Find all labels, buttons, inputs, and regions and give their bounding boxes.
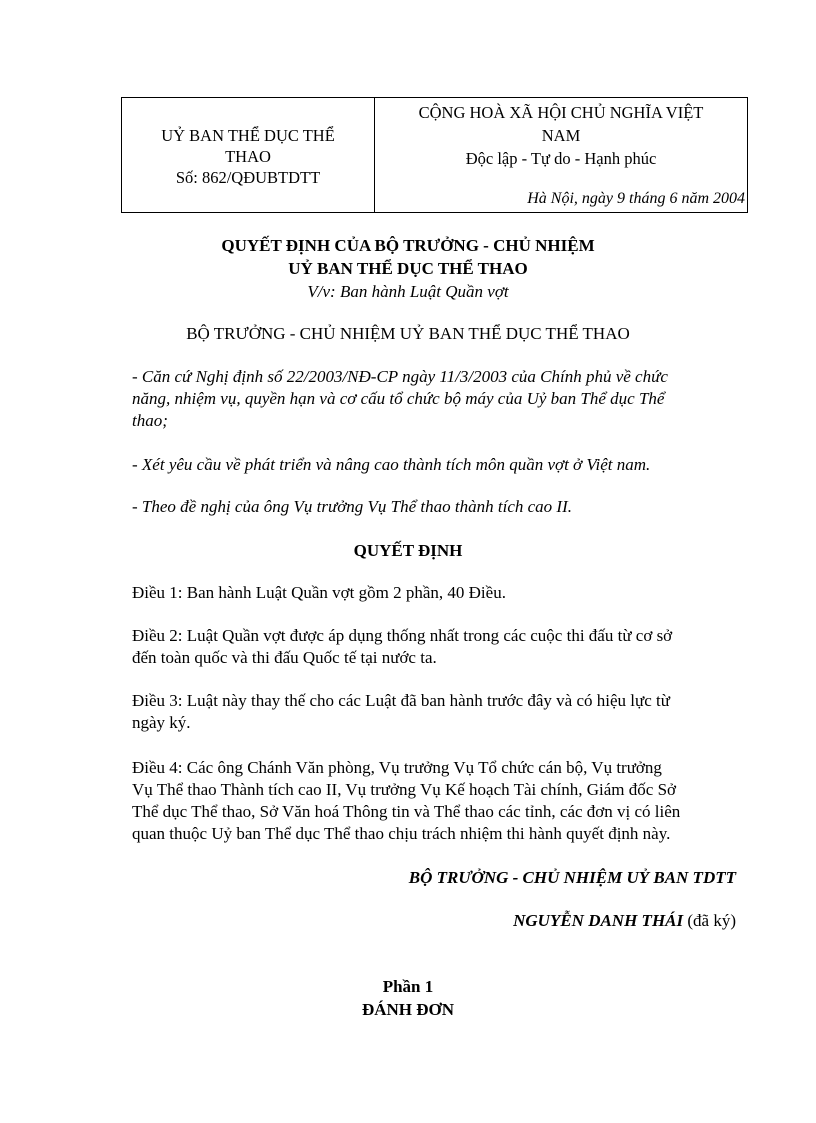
agency-name-line1: UỶ BAN THỂ DỤC THỂ xyxy=(161,126,335,145)
title-subject: V/v: Ban hành Luật Quần vợt xyxy=(307,282,509,301)
article-2-line2: đến toàn quốc và thi đấu Quốc tế tại nước ta. xyxy=(132,648,437,667)
article-4 xyxy=(132,757,732,845)
article-1 xyxy=(132,582,732,604)
header-table xyxy=(121,97,748,213)
part-label: Phần 1 xyxy=(382,977,434,996)
article-3-line2: ngày ký. xyxy=(132,713,191,732)
basis-1-line3: thao; xyxy=(132,411,168,430)
basis-1 xyxy=(132,366,732,432)
article-4-line4: quan thuộc Uỷ ban Thể dục Thể thao chịu trách nhiệm thi hành quyết định này. xyxy=(132,824,671,843)
signature-note: (đã ký) xyxy=(687,911,736,930)
signature-name-line xyxy=(513,910,736,932)
authority-heading: BỘ TRƯỞNG - CHỦ NHIỆM UỶ BAN THỂ DỤC THỂ THAO xyxy=(186,324,630,343)
basis-3-line1: - Theo đề nghị của ông Vụ trưởng Vụ Thể thao thành tích cao II. xyxy=(132,497,572,516)
article-2 xyxy=(132,625,732,669)
signature-name: NGUYỄN DANH THÁI xyxy=(513,911,684,930)
basis-1-line1: - Căn cứ Nghị định số 22/2003/NĐ-CP ngày 11/3/2003 của Chính phủ về chức xyxy=(132,367,668,386)
issue-date: Hà Nội, ngày 9 tháng 6 năm 2004 xyxy=(527,190,745,207)
issuing-agency-cell xyxy=(122,98,375,212)
agency-name-line2: THAO xyxy=(225,147,271,166)
signature-title: BỘ TRƯỞNG - CHỦ NHIỆM UỶ BAN TDTT xyxy=(408,868,736,887)
article-1-line1: Điều 1: Ban hành Luật Quần vợt gồm 2 phần, 40 Điều. xyxy=(132,583,506,602)
article-4-line2: Vụ Thể thao Thành tích cao II, Vụ trưởng Vụ Kế hoạch Tài chính, Giám đốc Sở xyxy=(132,780,677,799)
article-3-line1: Điều 3: Luật này thay thế cho các Luật đã ban hành trước đây và có hiệu lực từ xyxy=(132,691,670,710)
part-title: ĐÁNH ĐƠN xyxy=(361,1000,455,1019)
country-name-line1: CỘNG HOÀ XÃ HỘI CHỦ NGHĨA VIỆT xyxy=(418,103,704,122)
article-2-line1: Điều 2: Luật Quần vợt được áp dụng thống nhất trong các cuộc thi đấu từ cơ sở xyxy=(132,626,673,645)
title-line1: QUYẾT ĐỊNH CỦA BỘ TRƯỞNG - CHỦ NHIỆM xyxy=(221,236,595,255)
article-4-line1: Điều 4: Các ông Chánh Văn phòng, Vụ trưởng Vụ Tổ chức cán bộ, Vụ trưởng xyxy=(132,758,662,777)
basis-1-line2: năng, nhiệm vụ, quyền hạn và cơ cấu tổ chức bộ máy của Uỷ ban Thể dục Thể xyxy=(132,389,665,408)
decision-heading: QUYẾT ĐỊNH xyxy=(353,541,463,560)
country-name-line2: NAM xyxy=(541,126,581,145)
article-4-line3: Thể dục Thể thao, Sở Văn hoá Thông tin và Thể thao các tỉnh, các đơn vị có liên xyxy=(132,802,681,821)
article-3 xyxy=(132,690,732,734)
title-line2: UỶ BAN THỂ DỤC THỂ THAO xyxy=(288,259,528,278)
motto: Độc lập - Tự do - Hạnh phúc xyxy=(465,149,657,168)
basis-2 xyxy=(132,454,732,476)
basis-3 xyxy=(132,496,732,518)
basis-2-line1: - Xét yêu cầu về phát triển và nâng cao thành tích môn quần vợt ở Việt nam. xyxy=(132,455,651,474)
national-motto-cell xyxy=(375,98,747,212)
document-number: Số: 862/QĐUBTDTT xyxy=(175,168,321,187)
